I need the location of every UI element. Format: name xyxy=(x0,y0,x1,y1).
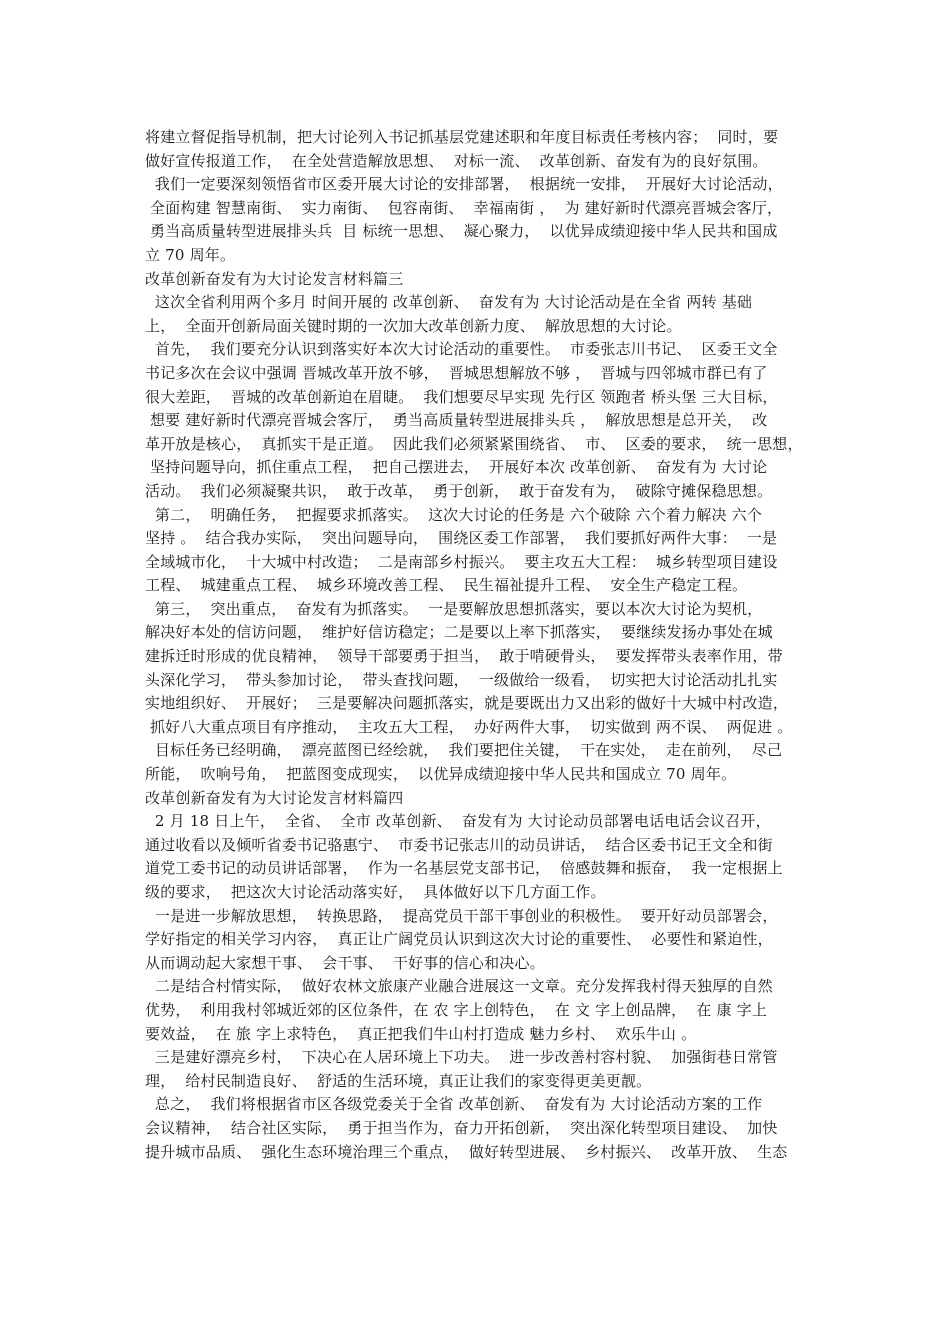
text-line: 我们一定要深刻领悟省市区委开展大讨论的安排部署， 根据统一安排， 开展好大讨论活动， xyxy=(145,175,783,194)
text-line: 从而调动起大家想干事、 会干事、 干好事的信心和决心。 xyxy=(145,953,545,972)
text-line: 二是结合村情实际， 做好农林文旅康产业融合进展这一文章。充分发挥我村得天独厚的自然 xyxy=(145,977,773,996)
text-line: 优势， 利用我村邻城近郊的区位条件，在 农 字上创特色， 在 文 字上创品牌， 在 康 字上 xyxy=(145,1000,768,1019)
text-line: 立 70 周年。 xyxy=(145,245,236,264)
text-line: 建拆迁时形成的优良精神， 领导干部要勇于担当， 敢于啃硬骨头， 要发挥带头表率作用，带 xyxy=(145,647,783,666)
text-line: 首先， 我们要充分认识到落实好本次大讨论活动的重要性。 市委张志川书记、 区委王文全 xyxy=(145,340,778,359)
text-line: 头深化学习， 带头参加讨论， 带头查找问题， 一级做给一级看， 切实把大讨论活动扎扎实 xyxy=(145,670,778,689)
text-line: 很大差距， 晋城的改革创新迫在眉睫。 我们想要尽早实现 先行区 领跑者 桥头堡 三大目标， xyxy=(145,387,778,406)
text-line: 坚持问题导向，抓住重点工程， 把自己摆进去， 开展好本次 改革创新、 奋发有为 大讨论 xyxy=(145,458,768,477)
text-line: 会议精神， 结合社区实际， 勇于担当作为，奋力开拓创新， 突出深化转型项目建设、 加快 xyxy=(145,1118,778,1137)
text-line: 学好指定的相关学习内容， 真正让广阔党员认识到这次大讨论的重要性、 必要性和紧迫性， xyxy=(145,930,773,949)
text-line: 道党工委书记的动员讲话部署， 作为一名基层党支部书记， 倍感鼓舞和振奋， 我一定根据上 xyxy=(145,859,783,878)
text-line: 通过收看以及倾听省委书记骆惠宁、 市委书记张志川的动员讲话， 结合区委书记王文全和街 xyxy=(145,835,773,854)
text-line: 实地组织好、 开展好； 三是要解决问题抓落实，就是要既出力又出彩的做好十大城中村改造， xyxy=(145,694,789,713)
text-line: 所能， 吹响号角， 把蓝图变成现实， 以优异成绩迎接中华人民共和国成立 70 周年。 xyxy=(145,765,737,784)
section-heading: 改革创新奋发有为大讨论发言材料篇四 xyxy=(145,788,404,807)
text-line: 第三， 突出重点， 奋发有为抓落实。 一是要解放思想抓落实，要以本次大讨论为契机， xyxy=(145,599,763,618)
text-line: 全域城市化， 十大城中村改造； 二是南部乡村振兴。 要主攻五大工程： 城乡转型项目建设 xyxy=(145,552,778,571)
text-line: 总之， 我们将根据省市区各级党委关于全省 改革创新、 奋发有为 大讨论活动方案的工作 xyxy=(145,1095,763,1114)
text-line: 将建立督促指导机制，把大讨论列入书记抓基层党建述职和年度目标责任考核内容； 同时，要 xyxy=(145,128,779,146)
text-line: 目标任务已经明确， 漂亮蓝图已经绘就， 我们要把住关键， 干在实处， 走在前列， 尽己 xyxy=(145,741,783,760)
text-line: 级的要求， 把这次大讨论活动落实好， 具体做好以下几方面工作。 xyxy=(145,883,606,901)
text-line: 解决好本处的信访问题， 维护好信访稳定；二是要以上率下抓落实， 要继续发扬办事处在城 xyxy=(145,623,773,642)
text-line: 三是建好漂亮乡村， 下决心在人居环境上下功夫。 进一步改善村容村貌、 加强街巷日常管 xyxy=(145,1048,778,1067)
text-line: 工程、 城建重点工程、 城乡环境改善工程、 民生福祉提升工程、 安全生产稳定工程。 xyxy=(145,576,748,595)
text-line: 做好宣传报道工作， 在全处营造解放思想、 对标一流、 改革创新、奋发有为的良好氛围。 xyxy=(145,151,768,170)
text-line: 全面构建 智慧南街、 实力南街、 包容南街、 幸福南街 ， 为 建好新时代漂亮晋城会客厅， xyxy=(145,198,783,217)
text-line: 第二， 明确任务， 把握要求抓落实。 这次大讨论的任务是 六个破除 六个着力解决 六个 xyxy=(145,505,763,524)
text-line: 要效益， 在 旅 字上求特色， 真正把我们牛山村打造成 魅力乡村、 欢乐牛山 。 xyxy=(145,1024,697,1043)
text-line: 书记多次在会议中强调 晋城改革开放不够， 晋城思想解放不够 ， 晋城与四邻城市群已有了 xyxy=(145,363,768,382)
text-line: 提升城市品质、 强化生态环境治理三个重点， 做好转型进展、 乡村振兴、 改革开放、 生态 xyxy=(145,1142,788,1161)
text-line: 抓好八大重点项目有序推动， 主攻五大工程， 办好两件大事， 切实做到 两不误、 两促进 。 xyxy=(145,717,793,736)
text-line: 这次全省利用两个多月 时间开展的 改革创新、 奋发有为 大讨论活动是在全省 两转 基础 xyxy=(145,293,753,312)
text-line: 上， 全面开创新局面关键时期的一次加大改革创新力度、 解放思想的大讨论。 xyxy=(145,316,682,335)
text-line: 活动。 我们必须凝聚共识， 敢于改革， 勇于创新， 敢于奋发有为， 破除守摊保稳思想。 xyxy=(145,481,773,500)
text-line: 2 月 18 日上午， 全省、 全市 改革创新、 奋发有为 大讨论动员部署电话电话会议召开， xyxy=(145,812,771,831)
text-line: 坚持 。 结合我办实际， 突出问题导向， 围绕区委工作部署， 我们要抓好两件大事： 一是 xyxy=(145,529,778,548)
text-line: 革开放是核心， 真抓实干是正道。 因此我们必须紧紧围绕省、 市、 区委的要求， 统一思想， xyxy=(145,434,803,453)
text-line: 想要 建好新时代漂亮晋城会客厅， 勇当高质量转型进展排头兵 ， 解放思想是总开关， 改 xyxy=(145,411,768,430)
text-line: 理， 给村民制造良好、 舒适的生活环境，真正让我们的家变得更美更靓。 xyxy=(145,1071,652,1090)
text-line: 勇当高质量转型进展排头兵 目 标统一思想、 凝心聚力， 以优异成绩迎接中华人民共和国成 xyxy=(145,222,778,241)
document-body xyxy=(145,126,817,1164)
text-line: 一是进一步解放思想， 转换思路， 提高党员干部干事创业的积极性。 要开好动员部署会， xyxy=(145,906,778,925)
section-heading: 改革创新奋发有为大讨论发言材料篇三 xyxy=(145,269,404,288)
